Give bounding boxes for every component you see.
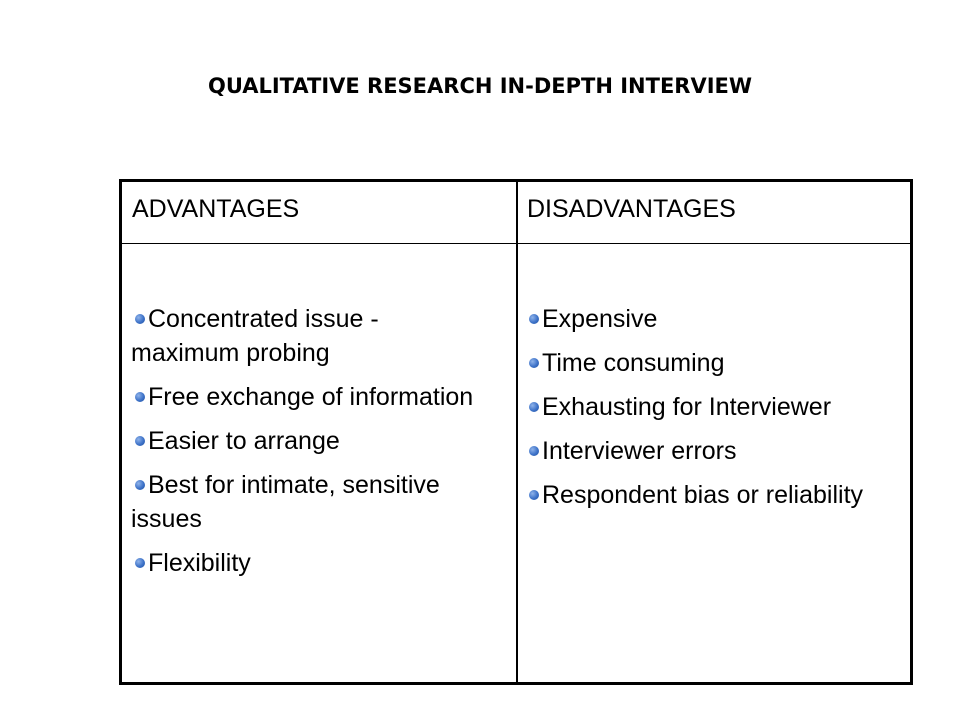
header-row-divider (122, 243, 910, 244)
round-bullet-icon (529, 402, 539, 412)
advantages-list (131, 302, 491, 580)
disadvantages-cell (525, 302, 895, 522)
list-item (525, 478, 895, 512)
list-item-text: Concentrated issue - maximum probing (131, 305, 379, 367)
list-item-text: Exhausting for Interviewer (542, 393, 832, 421)
list-item (525, 390, 895, 424)
round-bullet-icon (135, 480, 145, 490)
list-item (131, 302, 491, 370)
list-item-text: Time consuming (542, 349, 725, 377)
column-divider (516, 182, 518, 682)
slide-title: QUALITATIVE RESEARCH IN-DEPTH INTERVIEW (207, 74, 753, 98)
round-bullet-icon (529, 490, 539, 500)
round-bullet-icon (529, 358, 539, 368)
list-item-text: Best for intimate, sensitive issues (131, 471, 440, 533)
list-item (131, 424, 491, 458)
round-bullet-icon (135, 392, 145, 402)
list-item (131, 546, 491, 580)
round-bullet-icon (529, 446, 539, 456)
list-item-text: Respondent bias or reliability (542, 481, 864, 509)
round-bullet-icon (135, 558, 145, 568)
list-item (525, 302, 895, 336)
list-item-text: Expensive (542, 305, 658, 333)
list-item-text: Flexibility (148, 549, 251, 577)
list-item (131, 380, 491, 414)
list-item (525, 346, 895, 380)
list-item (131, 468, 491, 536)
round-bullet-icon (135, 314, 145, 324)
list-item (525, 434, 895, 468)
list-item-text: Free exchange of information (148, 383, 474, 411)
comparison-table (119, 179, 913, 685)
header-advantages: ADVANTAGES (132, 195, 300, 223)
header-disadvantages: DISADVANTAGES (527, 195, 736, 223)
advantages-cell (131, 302, 491, 590)
round-bullet-icon (135, 436, 145, 446)
round-bullet-icon (529, 314, 539, 324)
list-item-text: Easier to arrange (148, 427, 340, 455)
list-item-text: Interviewer errors (542, 437, 737, 465)
disadvantages-list (525, 302, 895, 512)
